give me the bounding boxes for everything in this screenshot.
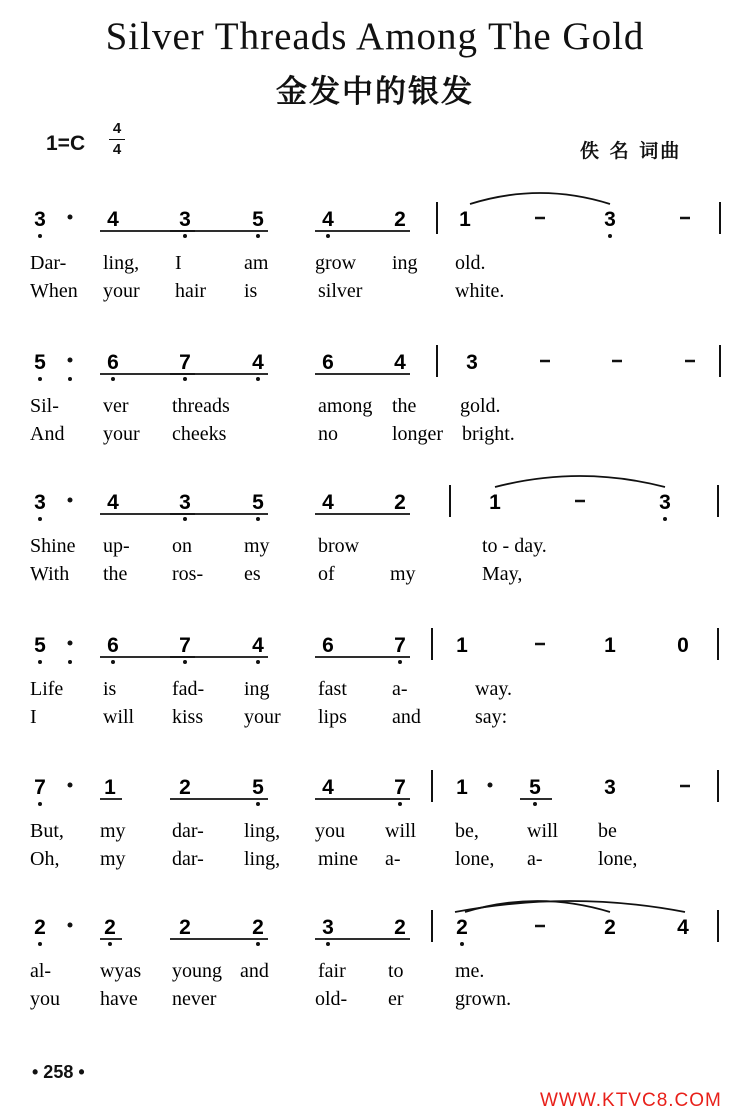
note-1: 1 — [456, 776, 468, 799]
dot-extension — [68, 215, 73, 220]
lyric-verse1: be, — [455, 820, 479, 842]
dot-extension — [68, 358, 73, 363]
note-3: 3 — [34, 208, 46, 231]
octave-dot — [68, 377, 72, 381]
lyric-verse2: a- — [385, 848, 401, 870]
octave-dot — [108, 942, 112, 946]
octave-dot — [460, 942, 464, 946]
octave-dot — [256, 942, 260, 946]
lyric-verse2: your — [103, 423, 140, 445]
note-3: 3 — [179, 491, 191, 514]
note-2: 2 — [394, 208, 406, 231]
octave-dot — [38, 234, 42, 238]
lyric-verse2: never — [172, 988, 217, 1010]
lyric-verse1: a- — [392, 678, 408, 700]
lyric-verse2: your — [244, 706, 281, 728]
octave-dot — [398, 660, 402, 664]
octave-dot — [608, 234, 612, 238]
lyric-verse1: my — [244, 535, 270, 557]
lyric-verse1: ing — [392, 252, 418, 274]
note-5: 5 — [252, 776, 264, 799]
lyric-verse1: ling, — [103, 252, 140, 274]
song-title-chinese: 金发中的银发 — [276, 74, 474, 110]
octave-dot — [256, 234, 260, 238]
lyric-verse1: up- — [103, 535, 130, 557]
lyric-verse2: ling, — [244, 848, 281, 870]
note-4: 4 — [252, 634, 264, 657]
lyric-verse2: dar- — [172, 848, 204, 870]
octave-dot — [38, 942, 42, 946]
note-2: 2 — [604, 916, 616, 939]
lyric-verse2: I — [30, 706, 37, 728]
score-lines — [30, 193, 720, 1010]
lyric-verse1: will — [527, 820, 559, 842]
note-5: 5 — [529, 776, 541, 799]
note-2: 2 — [252, 916, 264, 939]
note-3: 3 — [322, 916, 334, 939]
lyric-verse1: Life — [30, 678, 64, 700]
note-2: 2 — [179, 916, 191, 939]
lyric-verse1: me. — [455, 960, 485, 982]
lyric-verse1: to — [388, 960, 404, 982]
lyric-verse2: longer — [392, 423, 444, 445]
lyric-verse1: al- — [30, 960, 52, 982]
octave-dot — [183, 234, 187, 238]
note-3: 3 — [466, 351, 478, 374]
dot-extension — [68, 923, 73, 928]
note-7: 7 — [179, 634, 191, 657]
note-4: 4 — [322, 776, 334, 799]
octave-dot — [256, 377, 260, 381]
note-6: 6 — [322, 634, 334, 657]
octave-dot — [38, 377, 42, 381]
lyric-verse2: say: — [475, 706, 508, 728]
lyric-verse2: May, — [482, 563, 523, 585]
lyric-verse1: is — [103, 678, 117, 700]
lyric-verse1: ver — [103, 395, 129, 417]
lyric-verse2: mine — [318, 848, 358, 870]
lyric-verse2: the — [103, 563, 128, 585]
lyric-verse1: you — [315, 820, 345, 842]
note-7: 7 — [179, 351, 191, 374]
lyric-verse1: am — [244, 252, 269, 274]
lyric-verse1: the — [392, 395, 417, 417]
note-4: 4 — [107, 208, 119, 231]
lyric-verse1: fast — [318, 678, 347, 700]
lyric-verse1: on — [172, 535, 192, 557]
lyric-verse1: gold. — [460, 395, 501, 417]
octave-dot — [183, 660, 187, 664]
lyric-verse2: silver — [318, 280, 363, 302]
note-2: 2 — [456, 916, 468, 939]
note-2: 2 — [394, 491, 406, 514]
note-1: 1 — [459, 208, 471, 231]
note-3: 3 — [34, 491, 46, 514]
note-3: 3 — [659, 491, 671, 514]
octave-dot — [256, 660, 260, 664]
lyric-verse1: ing — [244, 678, 270, 700]
lyric-verse2: white. — [455, 280, 505, 302]
octave-dot — [183, 377, 187, 381]
lyric-verse2: And — [30, 423, 65, 445]
octave-dot — [256, 517, 260, 521]
note-6: 6 — [107, 351, 119, 374]
note-5: 5 — [252, 208, 264, 231]
lyric-verse2: Oh, — [30, 848, 60, 870]
watermark: WWW.KTVC8.COM — [540, 1090, 722, 1111]
note-4: 4 — [107, 491, 119, 514]
dot-extension — [488, 783, 493, 788]
note-1: 1 — [489, 491, 501, 514]
note-4: 4 — [677, 916, 689, 939]
note-2: 2 — [179, 776, 191, 799]
lyric-verse2: lone, — [598, 848, 638, 870]
lyric-verse1: grow — [315, 252, 357, 274]
octave-dot — [326, 942, 330, 946]
page-number: • 258 • — [32, 1062, 85, 1082]
note-5: 5 — [252, 491, 264, 514]
octave-dot — [38, 517, 42, 521]
lyric-verse1: dar- — [172, 820, 204, 842]
octave-dot — [68, 660, 72, 664]
note-7: 7 — [394, 634, 406, 657]
time-signature-top: 4 — [112, 120, 122, 137]
lyric-verse2: es — [244, 563, 261, 585]
octave-dot — [326, 234, 330, 238]
lyric-verse1: be — [598, 820, 617, 842]
lyric-verse2: grown. — [455, 988, 512, 1010]
note-5: 5 — [34, 634, 46, 657]
lyric-verse1: and — [240, 960, 269, 982]
lyric-verse2: cheeks — [172, 423, 227, 445]
note-6: 6 — [322, 351, 334, 374]
lyric-verse2: a- — [527, 848, 543, 870]
dot-extension — [68, 641, 73, 646]
lyric-verse2: my — [390, 563, 416, 585]
octave-dot — [111, 660, 115, 664]
octave-dot — [38, 802, 42, 806]
note-1: 1 — [456, 634, 468, 657]
dot-extension — [68, 783, 73, 788]
note-7: 7 — [394, 776, 406, 799]
dot-extension — [68, 498, 73, 503]
lyric-verse1: ling, — [244, 820, 281, 842]
lyric-verse2: have — [100, 988, 138, 1010]
octave-dot — [183, 517, 187, 521]
lyric-verse2: With — [30, 563, 70, 585]
lyric-verse1: my — [100, 820, 126, 842]
lyric-verse1: But, — [30, 820, 64, 842]
note-2: 2 — [394, 916, 406, 939]
note-7: 7 — [34, 776, 46, 799]
lyric-verse1: brow — [318, 535, 360, 557]
tie-arc — [495, 476, 665, 487]
lyric-verse1: to - day. — [482, 535, 547, 557]
lyric-verse2: no — [318, 423, 338, 445]
note-4: 4 — [252, 351, 264, 374]
note-6: 6 — [107, 634, 119, 657]
lyric-verse1: fad- — [172, 678, 205, 700]
lyric-verse2: will — [103, 706, 135, 728]
lyric-verse2: and — [392, 706, 421, 728]
lyric-verse2: old- — [315, 988, 348, 1010]
lyric-verse1: way. — [475, 678, 513, 700]
lyric-verse1: Shine — [30, 535, 76, 557]
note-3: 3 — [604, 776, 616, 799]
tie-arc — [470, 193, 610, 204]
octave-dot — [533, 802, 537, 806]
note-4: 4 — [322, 208, 334, 231]
key-signature: 1=C — [46, 132, 86, 155]
lyric-verse2: lips — [318, 706, 347, 728]
lyric-verse2: is — [244, 280, 258, 302]
octave-dot — [38, 660, 42, 664]
octave-dot — [398, 802, 402, 806]
octave-dot — [663, 517, 667, 521]
lyric-verse1: young — [172, 960, 222, 982]
lyric-verse2: er — [388, 988, 404, 1010]
lyric-verse1: Dar- — [30, 252, 67, 274]
lyric-verse1: among — [318, 395, 373, 417]
lyric-verse2: ros- — [172, 563, 204, 585]
lyric-verse2: hair — [175, 280, 207, 302]
lyric-verse2: your — [103, 280, 140, 302]
time-signature-bottom: 4 — [112, 141, 122, 158]
note-2: 2 — [34, 916, 46, 939]
lyric-verse1: threads — [172, 395, 230, 417]
note-4: 4 — [322, 491, 334, 514]
note-4: 4 — [394, 351, 406, 374]
lyric-verse1: old. — [455, 252, 486, 274]
note-3: 3 — [179, 208, 191, 231]
note-5: 5 — [34, 351, 46, 374]
lyric-verse1: I — [175, 252, 182, 274]
octave-dot — [256, 802, 260, 806]
lyric-verse2: my — [100, 848, 126, 870]
lyric-verse1: wyas — [100, 960, 142, 982]
lyric-verse1: fair — [318, 960, 346, 982]
lyric-verse1: Sil- — [30, 395, 59, 417]
note-2: 2 — [104, 916, 116, 939]
note-1: 1 — [104, 776, 116, 799]
octave-dot — [111, 377, 115, 381]
song-title-english: Silver Threads Among The Gold — [105, 15, 645, 58]
note-3: 3 — [604, 208, 616, 231]
lyric-verse2: kiss — [172, 706, 204, 728]
lyric-verse2: bright. — [462, 423, 515, 445]
lyric-verse1: will — [385, 820, 417, 842]
lyric-verse2: When — [30, 280, 78, 302]
note-1: 1 — [604, 634, 616, 657]
lyric-verse2: of — [318, 563, 335, 585]
credit-line: 佚 名 词曲 — [580, 140, 682, 162]
lyric-verse2: you — [30, 988, 60, 1010]
lyric-verse2: lone, — [455, 848, 495, 870]
note-0: 0 — [677, 634, 689, 657]
